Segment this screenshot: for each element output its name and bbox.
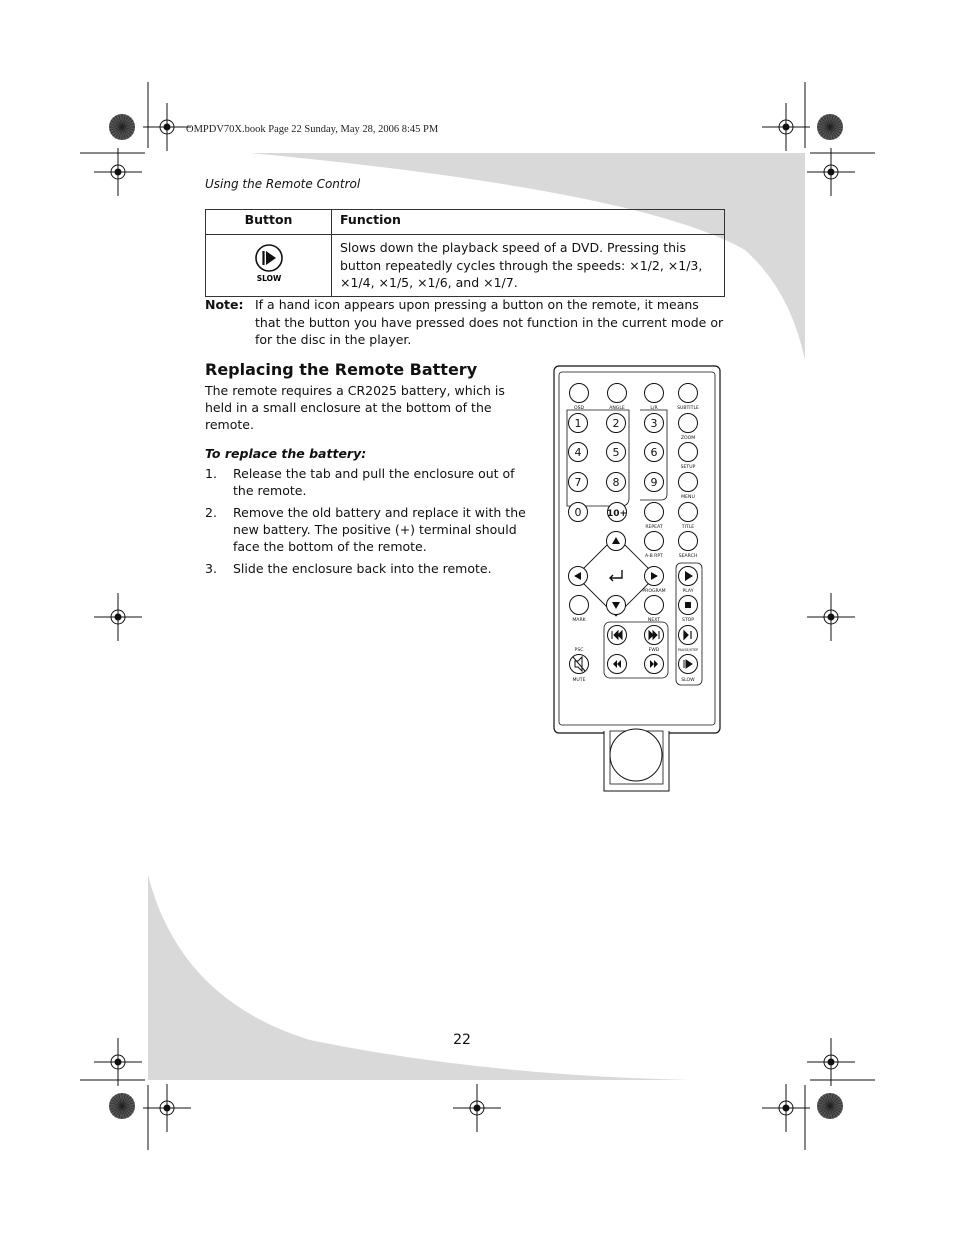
page-number: 22 bbox=[453, 1032, 471, 1048]
lr-label: L/R bbox=[650, 406, 658, 411]
registration-target bbox=[807, 593, 855, 641]
psc-label: PSC bbox=[574, 648, 584, 653]
registration-target bbox=[762, 1084, 810, 1132]
setup-button bbox=[679, 443, 698, 462]
stop-icon bbox=[685, 602, 691, 608]
registration-target bbox=[762, 103, 810, 151]
registration-target bbox=[807, 148, 855, 196]
zoom-button bbox=[679, 414, 698, 433]
step-text: Remove the old battery and replace it with the new battery. The positive (+) terminal should face the bottom of the remote. bbox=[233, 505, 526, 554]
registration-target bbox=[94, 1038, 142, 1086]
note-text: If a hand icon appears upon pressing a button on the remote, it means that the button you have pressed does not function in the current mode or for the disc in the player. bbox=[255, 297, 724, 347]
menu-button bbox=[679, 473, 698, 492]
digit-label: 0 bbox=[574, 506, 582, 519]
registration-target bbox=[143, 1084, 191, 1132]
digit-label: 6 bbox=[650, 446, 658, 459]
osd-button bbox=[570, 384, 589, 403]
table-header-row bbox=[206, 210, 725, 235]
digit-label: 5 bbox=[612, 446, 620, 459]
title-label: TITLE bbox=[681, 525, 695, 530]
title-button bbox=[679, 503, 698, 522]
setup-label: SETUP bbox=[680, 465, 696, 470]
color-bar-circle bbox=[109, 1093, 135, 1119]
subtitle-label: SUBTITLE bbox=[677, 406, 699, 411]
button-icon-cell bbox=[206, 235, 332, 297]
table-row bbox=[206, 235, 725, 297]
fwd-label: FWD bbox=[648, 648, 660, 653]
stop-label: STOP bbox=[681, 618, 695, 623]
repeat-button bbox=[645, 503, 664, 522]
column-header-button: Button bbox=[206, 210, 332, 235]
lr-button bbox=[645, 384, 664, 403]
note-label: Note: bbox=[205, 297, 244, 312]
digit-label: 8 bbox=[612, 476, 620, 489]
button-function-table bbox=[205, 209, 725, 297]
list-item bbox=[205, 465, 535, 499]
step-text: Slide the enclosure back into the remote. bbox=[233, 561, 492, 576]
subtitle-button bbox=[679, 384, 698, 403]
registration-target bbox=[94, 593, 142, 641]
repeat-label: REPEAT bbox=[645, 525, 663, 530]
list-item bbox=[205, 560, 535, 577]
step-number: 3. bbox=[205, 561, 217, 576]
digit-label: 7 bbox=[574, 476, 582, 489]
angle-button bbox=[608, 384, 627, 403]
section-title: Replacing the Remote Battery bbox=[205, 360, 478, 379]
pause-step-label: PAUSE/STEP bbox=[677, 648, 699, 652]
function-cell: Slows down the playback speed of a DVD. Pressing this button repeatedly cycles through the speeds: ×1/2, ×1/3, ×1/4, ×1/5, ×1/6, and ×1/7. bbox=[332, 235, 725, 297]
digit-label: 1 bbox=[574, 417, 582, 430]
color-bar-circle bbox=[109, 114, 135, 140]
slow-label: SLOW bbox=[681, 678, 695, 683]
note bbox=[205, 296, 725, 349]
digit-label: 2 bbox=[612, 417, 620, 430]
digit-label: 10+ bbox=[606, 509, 628, 519]
play-label: PLAY bbox=[682, 589, 694, 594]
print-header: OMPDV70X.book Page 22 Sunday, May 28, 2006 8:45 PM bbox=[186, 124, 439, 135]
ab-rpt-label: A-B RPT bbox=[645, 554, 663, 559]
procedure-steps bbox=[205, 465, 535, 582]
slow-icon-label: SLOW bbox=[256, 274, 281, 283]
color-bar-circle bbox=[817, 1093, 843, 1119]
registration-target bbox=[143, 103, 191, 151]
zoom-label: ZOOM bbox=[680, 436, 696, 441]
digit-label: 4 bbox=[574, 446, 582, 459]
mute-label: MUTE bbox=[572, 678, 586, 683]
step-number: 1. bbox=[205, 466, 217, 481]
next-button bbox=[645, 596, 664, 615]
registration-target bbox=[453, 1084, 501, 1132]
step-number: 2. bbox=[205, 505, 217, 520]
mark-label: MARK bbox=[572, 618, 586, 623]
registration-target bbox=[807, 1038, 855, 1086]
next-label: NEXT bbox=[647, 618, 661, 623]
running-head: Using the Remote Control bbox=[205, 177, 361, 191]
battery-icon bbox=[610, 729, 662, 781]
search-label: SEARCH bbox=[678, 554, 698, 559]
mark-button bbox=[570, 596, 589, 615]
menu-label: MENU bbox=[681, 495, 695, 500]
section-intro: The remote requires a CR2025 battery, which is held in a small enclosure at the bottom of the remote. bbox=[205, 383, 505, 432]
program-label: PROGRAM bbox=[642, 589, 666, 594]
color-bar-circle bbox=[817, 114, 843, 140]
ab-rpt-button bbox=[645, 532, 664, 551]
bottom-swoosh-shape bbox=[148, 875, 690, 1080]
step-text: Release the tab and pull the enclosure out of the remote. bbox=[233, 466, 515, 498]
osd-label: OSD bbox=[573, 406, 585, 411]
search-button bbox=[679, 532, 698, 551]
column-header-function: Function bbox=[332, 210, 725, 235]
registration-target bbox=[94, 148, 142, 196]
procedure-title: To replace the battery: bbox=[205, 446, 367, 461]
slow-play-icon bbox=[249, 243, 289, 283]
remote-control-illustration bbox=[550, 363, 725, 795]
list-item bbox=[205, 504, 535, 555]
digit-label: 3 bbox=[650, 417, 658, 430]
angle-label: ANGLE bbox=[609, 406, 625, 411]
digit-label: 9 bbox=[650, 476, 658, 489]
